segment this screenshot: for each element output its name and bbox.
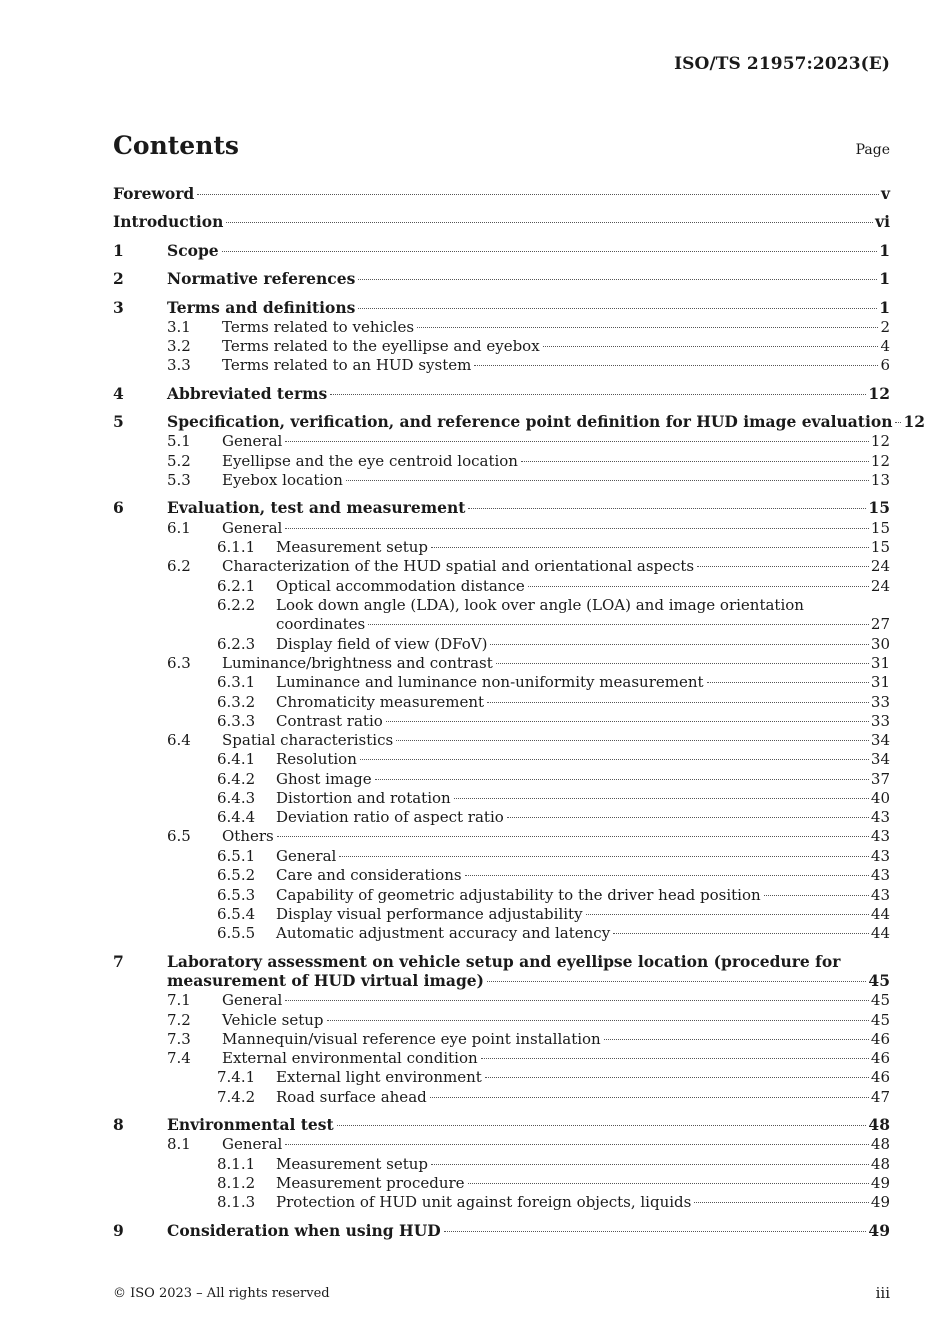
toc-page-number: 43 (870, 847, 890, 865)
toc-entry[interactable] (113, 692, 890, 712)
toc-entry[interactable] (113, 826, 890, 846)
toc-entry[interactable] (113, 730, 890, 750)
dot-leader (507, 817, 869, 818)
copyright-notice: © ISO 2023 – All rights reserved (113, 1286, 330, 1301)
toc-page-number: 49 (868, 1221, 890, 1240)
toc-number: 5.2 (167, 452, 191, 470)
toc-number: 7.2 (167, 1011, 191, 1029)
toc-entry[interactable] (113, 498, 890, 518)
toc-number: 6.5.5 (217, 924, 256, 942)
toc-entry[interactable] (113, 1173, 890, 1193)
toc-page-number: 46 (870, 1068, 890, 1086)
dot-leader (197, 194, 879, 195)
toc-page-number: 15 (870, 519, 890, 537)
toc-number: 6.2.1 (217, 577, 256, 595)
toc-page-number: 46 (870, 1049, 890, 1067)
toc-page-number: 27 (870, 615, 890, 633)
toc-entry[interactable] (113, 556, 890, 576)
toc-page-number: 15 (868, 498, 890, 517)
dot-leader (895, 422, 901, 423)
dot-leader (454, 798, 869, 799)
toc-title: Display visual performance adjustability (276, 905, 583, 923)
toc-number: 6.3.3 (217, 712, 256, 730)
toc-page-number: 12 (870, 432, 890, 450)
toc-number: 6.4.1 (217, 750, 256, 768)
dot-leader (222, 251, 878, 252)
toc-number: 6.1 (167, 519, 191, 537)
toc-number: 6.5.1 (217, 847, 256, 865)
toc-page-number: 1 (879, 269, 890, 288)
toc-number: 6.2.2 (217, 596, 256, 614)
toc-title: Measurement setup (276, 1155, 429, 1173)
toc-title: Resolution (276, 750, 357, 768)
toc-entry[interactable] (113, 807, 890, 827)
dot-leader (586, 914, 869, 915)
toc-entry[interactable] (113, 317, 890, 337)
toc-page-number: 34 (870, 750, 890, 768)
toc-entry[interactable] (113, 614, 890, 634)
toc-title: Vehicle setup (222, 1011, 324, 1029)
toc-page-number: 31 (870, 654, 890, 672)
toc-entry[interactable] (113, 431, 890, 451)
dot-leader (613, 933, 869, 934)
toc-page-number: 40 (870, 789, 890, 807)
toc-title: Display field of view (DFoV) (276, 635, 488, 653)
toc-page-number: 48 (870, 1135, 890, 1153)
toc-page-number: 43 (870, 827, 890, 845)
toc-number: 5.3 (167, 471, 191, 489)
toc-number: 5.1 (167, 432, 191, 450)
toc-page-number: 44 (870, 905, 890, 923)
toc-number: 6.2 (167, 557, 191, 575)
toc-entry[interactable] (113, 576, 890, 596)
dot-leader (707, 682, 869, 683)
toc-page-number: 45 (868, 971, 890, 990)
toc-entry[interactable] (113, 1067, 890, 1087)
toc-entry[interactable] (113, 355, 890, 375)
document-id: ISO/TS 21957:2023(E) (674, 54, 890, 74)
toc-entry[interactable] (113, 298, 890, 318)
dot-leader (346, 480, 869, 481)
toc-number: 3.3 (167, 356, 191, 374)
dot-leader (327, 1020, 869, 1021)
toc-entry[interactable] (113, 212, 890, 232)
toc-title-line: Look down angle (LDA), look over angle (LOA) and image orientation (276, 596, 804, 614)
toc-number: 5 (113, 412, 124, 431)
dot-leader (543, 346, 879, 347)
toc-entry[interactable] (113, 865, 890, 885)
toc-page-number: 24 (870, 577, 890, 595)
toc-title: Terms related to the eyellipse and eyebox (222, 337, 540, 355)
toc-entry[interactable] (113, 904, 890, 924)
toc-entry[interactable] (113, 537, 890, 557)
toc-page-number: 1 (879, 298, 890, 317)
toc-entry[interactable] (113, 634, 890, 654)
toc-number: 6.4.4 (217, 808, 256, 826)
toc-title: Environmental test (167, 1115, 334, 1134)
contents-heading: Contents (113, 131, 240, 160)
toc-page-number: vi (875, 212, 890, 231)
toc-title: Normative references (167, 269, 356, 288)
page-column-label: Page (855, 142, 890, 158)
toc-number: 6.5.4 (217, 905, 256, 923)
toc-page-number: 45 (870, 1011, 890, 1029)
toc-number: 6.1.1 (217, 538, 256, 556)
toc-title: Specification, verification, and reference point definition for HUD image evaluation (167, 412, 893, 431)
toc-number: 4 (113, 384, 124, 403)
toc-number: 7.1 (167, 991, 191, 1009)
toc-title: Spatial characteristics (222, 731, 394, 749)
page-number: iii (875, 1284, 890, 1302)
dot-leader (481, 1058, 869, 1059)
dot-leader (386, 721, 869, 722)
toc-title: Terms related to vehicles (222, 318, 415, 336)
toc-title: Mannequin/visual reference eye point installation (222, 1030, 601, 1048)
toc-title: Terms and definitions (167, 298, 356, 317)
toc-title: Eyellipse and the eye centroid location (222, 452, 518, 470)
dot-leader (694, 1202, 869, 1203)
dot-leader (285, 528, 869, 529)
dot-leader (285, 1000, 869, 1001)
dot-leader (360, 759, 869, 760)
dot-leader (444, 1231, 867, 1232)
dot-leader (431, 547, 869, 548)
toc-number: 6.4.2 (217, 770, 256, 788)
dot-leader (339, 856, 869, 857)
toc-number: 8 (113, 1115, 124, 1134)
toc-entry[interactable] (113, 1087, 890, 1107)
toc-title: General (222, 991, 283, 1009)
toc-title: Automatic adjustment accuracy and latency (276, 924, 611, 942)
toc-page-number: 2 (880, 318, 890, 336)
toc-number: 6.3 (167, 654, 191, 672)
toc-title: coordinates (276, 615, 366, 633)
toc-entry[interactable] (113, 769, 890, 789)
toc-page-number: 43 (870, 886, 890, 904)
toc-page-number: 43 (870, 866, 890, 884)
toc-title: External environmental condition (222, 1049, 478, 1067)
dot-leader (487, 702, 869, 703)
dot-leader (330, 394, 866, 395)
dot-leader (604, 1039, 869, 1040)
toc-number: 6.4.3 (217, 789, 256, 807)
toc-title: Evaluation, test and measurement (167, 498, 466, 517)
toc-entry[interactable] (113, 1010, 890, 1030)
toc-number: 6 (113, 498, 124, 517)
toc-number: 8.1 (167, 1135, 191, 1153)
toc-title: Contrast ratio (276, 712, 383, 730)
toc-page-number: 34 (870, 731, 890, 749)
dot-leader (375, 779, 869, 780)
dot-leader (468, 1183, 869, 1184)
toc-number: 3 (113, 298, 124, 317)
toc-title: General (222, 432, 283, 450)
toc-entry[interactable] (113, 1192, 890, 1212)
dot-leader (468, 508, 866, 509)
toc-title: Introduction (113, 212, 224, 231)
toc-title: Ghost image (276, 770, 372, 788)
toc-entry[interactable] (113, 184, 890, 204)
toc-title: Chromaticity measurement (276, 693, 485, 711)
toc-entry[interactable] (113, 595, 890, 615)
toc-entry[interactable] (113, 451, 890, 471)
toc-title: Measurement setup (276, 538, 429, 556)
toc-entry[interactable] (113, 1134, 890, 1154)
toc-number: 7 (113, 952, 124, 971)
toc-entry[interactable] (113, 990, 890, 1010)
dot-leader (485, 1077, 869, 1078)
toc-title: measurement of HUD virtual image) (167, 971, 485, 990)
toc-title: Protection of HUD unit against foreign objects, liquids (276, 1193, 692, 1211)
toc-page-number: 49 (870, 1174, 890, 1192)
dot-leader (465, 875, 869, 876)
dot-leader (358, 308, 877, 309)
toc-page-number: 47 (870, 1088, 890, 1106)
toc-title: Distortion and rotation (276, 789, 451, 807)
toc-page-number: 45 (870, 991, 890, 1009)
toc-page-number: 13 (870, 471, 890, 489)
toc-number: 6.2.3 (217, 635, 256, 653)
toc-title: External light environment (276, 1068, 482, 1086)
toc-title: General (222, 519, 283, 537)
toc-entry[interactable] (113, 1029, 890, 1049)
toc-page-number: 48 (868, 1115, 890, 1134)
toc-entry[interactable] (113, 1115, 890, 1135)
toc-number: 8.1.1 (217, 1155, 256, 1173)
toc-number: 7.4.1 (217, 1068, 256, 1086)
dot-leader (226, 222, 873, 223)
toc-entry[interactable] (113, 1048, 890, 1068)
toc-entry[interactable] (113, 384, 890, 404)
toc-page-number: 12 (870, 452, 890, 470)
toc-page-number: 46 (870, 1030, 890, 1048)
toc-number: 6.5 (167, 827, 191, 845)
dot-leader (496, 663, 869, 664)
toc-page-number: 33 (870, 693, 890, 711)
toc-number: 3.1 (167, 318, 191, 336)
toc-page-number: 12 (868, 384, 890, 403)
toc-page-number: 1 (879, 241, 890, 260)
toc-title: Terms related to an HUD system (222, 356, 472, 374)
toc-page-number: 12 (903, 412, 926, 431)
toc-number: 6.3.1 (217, 673, 256, 691)
dot-leader (285, 1144, 869, 1145)
toc-page-number: v (880, 184, 890, 203)
toc-page-number: 31 (870, 673, 890, 691)
toc-number: 8.1.3 (217, 1193, 256, 1211)
toc-number: 2 (113, 269, 124, 288)
toc-number: 6.3.2 (217, 693, 256, 711)
toc-number: 7.4 (167, 1049, 191, 1067)
toc-number: 7.3 (167, 1030, 191, 1048)
dot-leader (358, 279, 877, 280)
toc-entry[interactable] (113, 749, 890, 769)
toc-entry[interactable] (113, 241, 890, 261)
toc-page-number: 6 (880, 356, 890, 374)
toc-entry[interactable] (113, 470, 890, 490)
toc-page-number: 44 (870, 924, 890, 942)
toc-number: 8.1.2 (217, 1174, 256, 1192)
dot-leader (487, 981, 866, 982)
toc-title: General (222, 1135, 283, 1153)
dot-leader (697, 566, 869, 567)
toc-entry[interactable] (113, 412, 926, 432)
dot-leader (277, 836, 869, 837)
toc-number: 6.4 (167, 731, 191, 749)
toc-page-number: 37 (870, 770, 890, 788)
toc-title: Capability of geometric adjustability to the driver head position (276, 886, 761, 904)
toc-title: Measurement procedure (276, 1174, 465, 1192)
dot-leader (417, 327, 878, 328)
toc-title: Characterization of the HUD spatial and orientational aspects (222, 557, 695, 575)
dot-leader (337, 1125, 867, 1126)
toc-page-number: 43 (870, 808, 890, 826)
toc-number: 6.5.3 (217, 886, 256, 904)
dot-leader (528, 586, 869, 587)
toc-title: Scope (167, 241, 219, 260)
dot-leader (521, 461, 869, 462)
toc-entry[interactable] (113, 952, 890, 972)
dot-leader (285, 441, 869, 442)
dot-leader (490, 644, 868, 645)
toc-entry[interactable] (113, 711, 890, 731)
toc-page-number: 24 (870, 557, 890, 575)
toc-title: General (276, 847, 337, 865)
toc-number: 6.5.2 (217, 866, 256, 884)
toc-title: Road surface ahead (276, 1088, 427, 1106)
toc-entry[interactable] (113, 336, 890, 356)
toc-title: Others (222, 827, 274, 845)
dot-leader (368, 624, 869, 625)
dot-leader (431, 1164, 869, 1165)
dot-leader (396, 740, 869, 741)
toc-page-number: 30 (870, 635, 890, 653)
toc-number: 3.2 (167, 337, 191, 355)
toc-entry[interactable] (113, 672, 890, 692)
toc-title: Consideration when using HUD (167, 1221, 441, 1240)
toc-page-number: 33 (870, 712, 890, 730)
toc-title: Eyebox location (222, 471, 343, 489)
toc-page-number: 49 (870, 1193, 890, 1211)
dot-leader (430, 1097, 869, 1098)
toc-entry[interactable] (113, 1221, 890, 1241)
toc-entry[interactable] (113, 846, 890, 866)
toc-entry[interactable] (113, 885, 890, 905)
toc-entry[interactable] (113, 518, 890, 538)
toc-page-number: 15 (870, 538, 890, 556)
toc-number: 9 (113, 1221, 124, 1240)
toc-title: Abbreviated terms (167, 384, 328, 403)
toc-entry[interactable] (113, 653, 890, 673)
toc-title: Optical accommodation distance (276, 577, 525, 595)
toc-title: Care and considerations (276, 866, 462, 884)
toc-title: Luminance and luminance non-uniformity measurement (276, 673, 704, 691)
toc-entry[interactable] (113, 971, 890, 991)
toc-page-number: 48 (870, 1155, 890, 1173)
toc-title: Foreword (113, 184, 195, 203)
toc-title: Deviation ratio of aspect ratio (276, 808, 504, 826)
toc-title: Luminance/brightness and contrast (222, 654, 493, 672)
dot-leader (764, 895, 869, 896)
toc-entry[interactable] (113, 923, 890, 943)
toc-entry[interactable] (113, 1154, 890, 1174)
toc-title-line: Laboratory assessment on vehicle setup and eyellipse location (procedure for (167, 952, 841, 971)
dot-leader (474, 365, 878, 366)
toc-entry[interactable] (113, 788, 890, 808)
toc-page-number: 4 (880, 337, 890, 355)
toc-entry[interactable] (113, 269, 890, 289)
toc-number: 1 (113, 241, 124, 260)
toc-number: 7.4.2 (217, 1088, 256, 1106)
